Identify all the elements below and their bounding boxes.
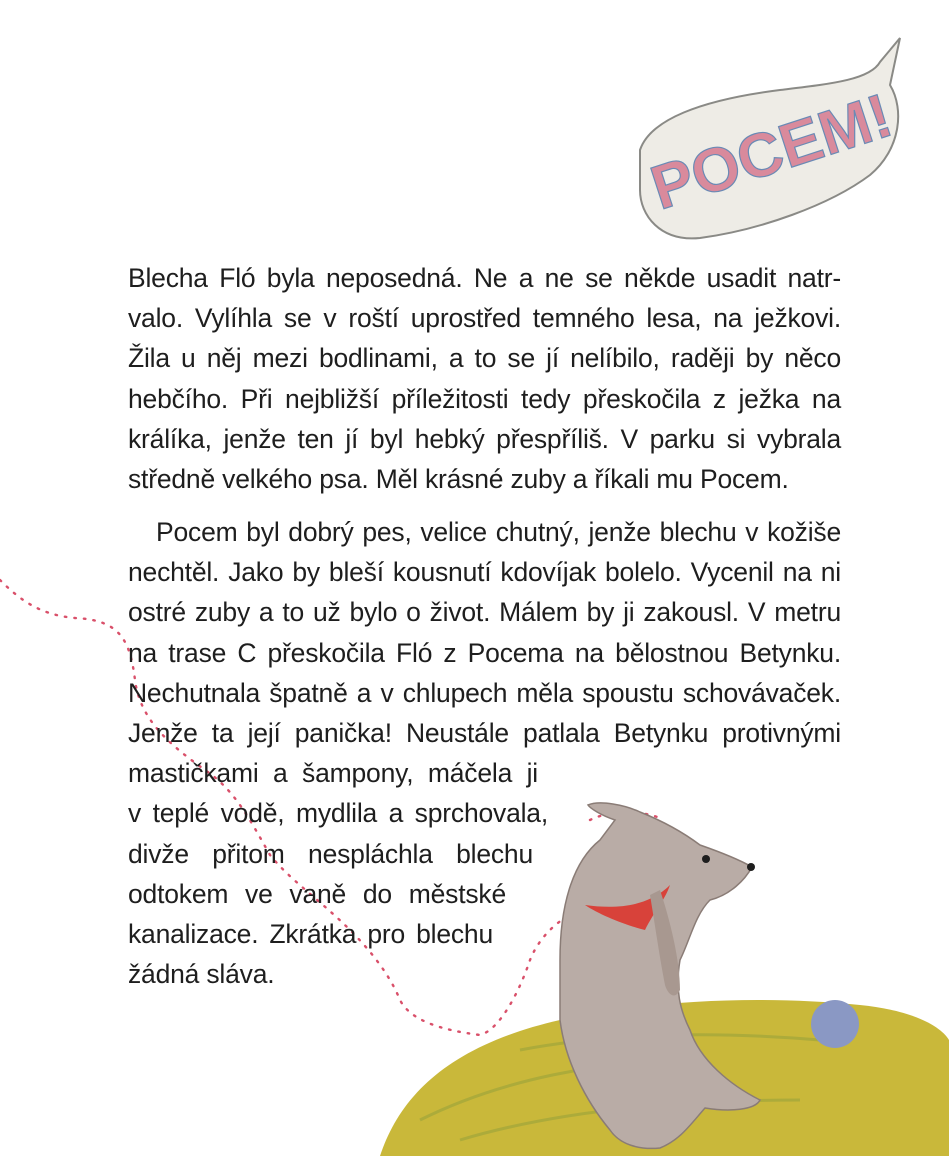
text-line: králíka, jenže ten jí byl hebký přespříliš. V parku si vybrala (128, 423, 841, 454)
text-line: divže přitom nespláchla blechu (128, 838, 533, 869)
text-line: na trase C přeskočila Fló z Pocema na bělostnou Betynku. (128, 637, 841, 668)
text-line: valo. Vylíhla se v roští uprostřed temného lesa, na ježkovi. (128, 303, 841, 334)
text-line: nechtěl. Jako by bleší kousnutí kdovíjak bolelo. Vycenil na ni (128, 557, 841, 588)
speech-bubble (640, 38, 900, 238)
text-line: ostré zuby a to už bylo o život. Málem by ji zakousl. V metru (128, 597, 841, 628)
text-line: v teplé vodě, mydlila a sprchovala, (128, 798, 548, 829)
paragraph-1 (128, 258, 841, 499)
text-line: kanalizace. Zkrátka pro blechu (128, 918, 493, 949)
text-line: odtokem ve vaně do městské (128, 878, 506, 909)
paragraph-2 (128, 512, 841, 994)
text-line: Pocem byl dobrý pes, velice chutný, jenže blechu v kožiše (156, 517, 841, 547)
ball (811, 1000, 859, 1048)
text-line: Jenže ta její panička! Neustále patlala Betynku protivnými (128, 717, 841, 748)
speech-bubble-text: POCEM! (643, 81, 901, 224)
text-line: hebčího. Při nejbližší příležitosti tedy přeskočila z ježka na (128, 383, 841, 414)
text-line: Žila u něj mezi bodlinami, a to se jí nelíbilo, raději by něco (128, 343, 841, 374)
text-line: Blecha Fló byla neposedná. Ne a ne se někde usadit natr- (128, 263, 841, 293)
text-line: žádná sláva. (128, 959, 275, 990)
text-line: Nechutnala špatně a v chlupech měla spoustu schovávaček. (128, 677, 841, 708)
text-line: mastičkami a šampony, máčela ji (128, 758, 538, 789)
text-line: středně velkého psa. Měl krásné zuby a říkali mu Pocem. (128, 463, 789, 494)
